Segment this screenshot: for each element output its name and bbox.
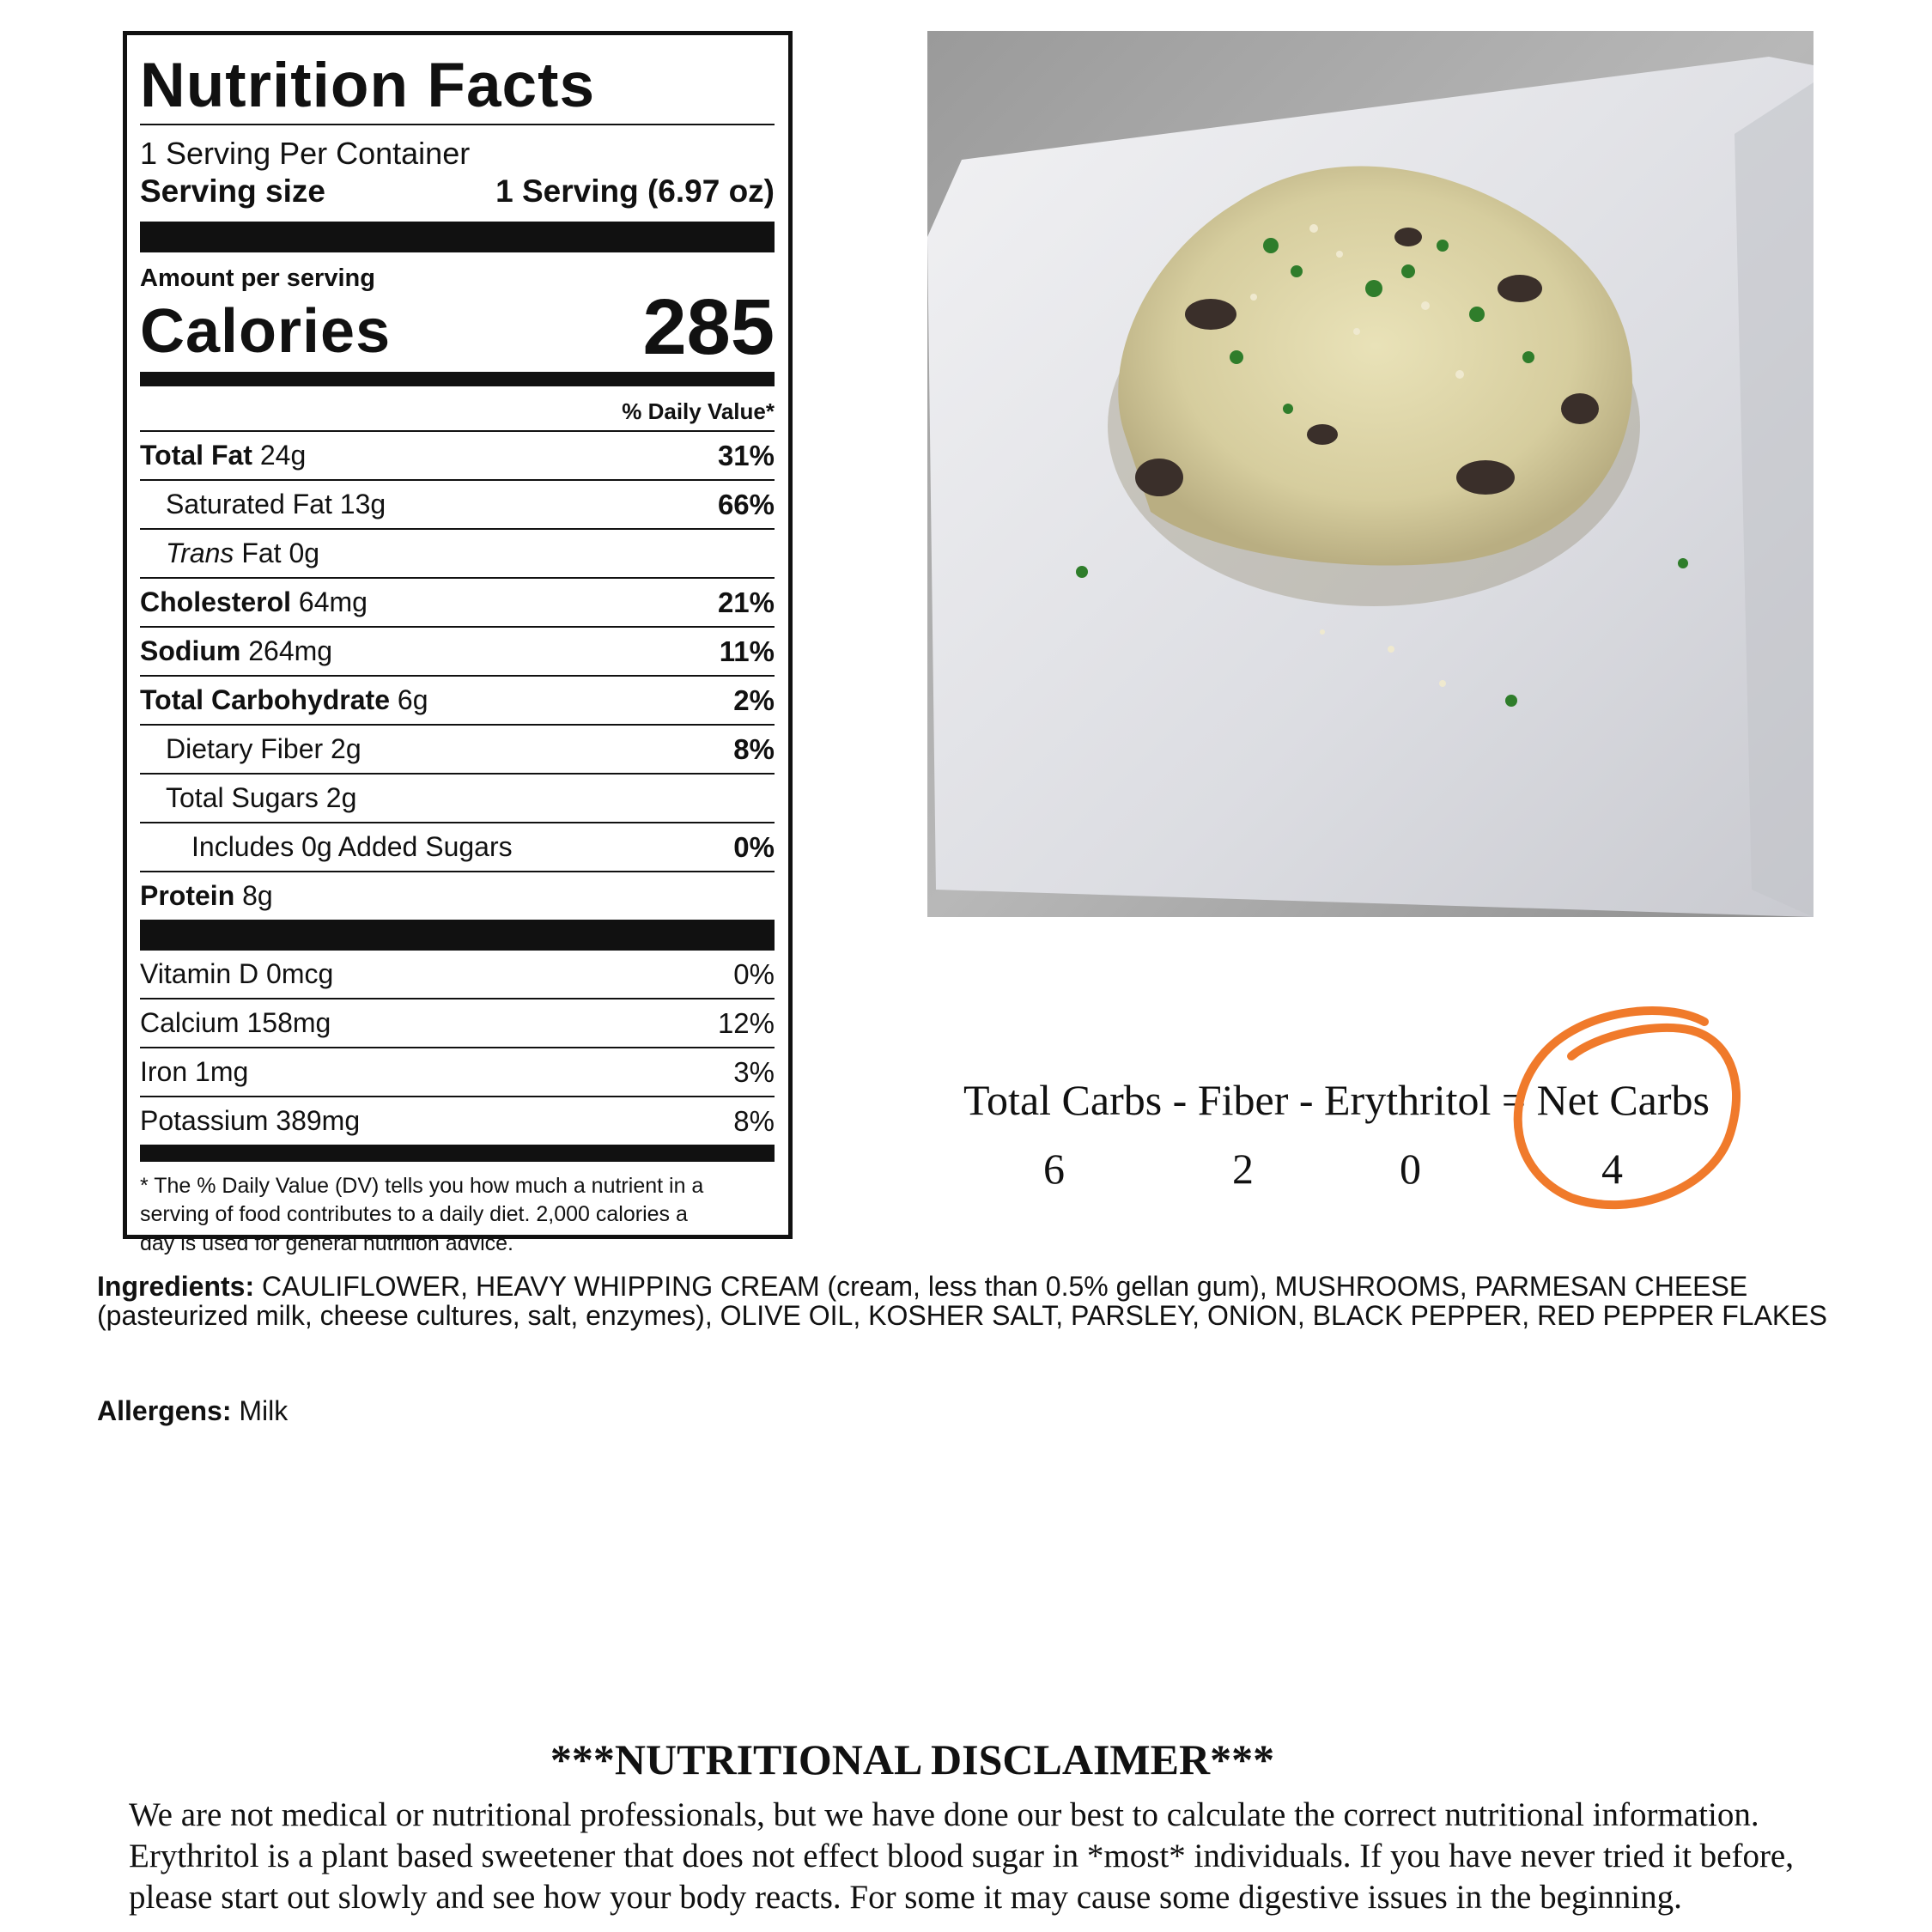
bottom-divider <box>140 1145 775 1162</box>
nutrient-row-protein <box>140 871 775 920</box>
nutrient-dv: 8% <box>733 1104 775 1137</box>
nutrient-name: Dietary Fiber 2g <box>166 733 361 764</box>
calories-label: Calories <box>140 297 392 366</box>
nutrient-dv: 12% <box>717 1006 775 1039</box>
amount-per-serving: Amount per serving <box>140 264 375 292</box>
nutrient-dv: 3% <box>733 1055 775 1088</box>
nutrient-name: Calcium 158mg <box>140 1007 331 1038</box>
ingredients-section <box>97 1273 1857 1330</box>
allergens-section <box>97 1395 288 1427</box>
nutrient-row-dietary-fiber <box>140 724 775 773</box>
nutrient-dv: 11% <box>719 635 775 667</box>
nutrient-dv: 21% <box>717 586 775 618</box>
nutrient-amount: 6g <box>397 684 428 715</box>
nutrient-dv: 8% <box>733 732 775 765</box>
nutrient-row-potassium <box>140 1096 775 1145</box>
nutrient-row-vitamin-d <box>140 951 775 998</box>
nutrient-row-saturated-fat <box>140 479 775 528</box>
medium-divider <box>140 372 775 386</box>
footnote-line: day is used for general nutrition advice. <box>140 1230 513 1255</box>
footnote-line: serving of food contributes to a daily diet. 2,000 calories a <box>140 1202 688 1227</box>
nutrient-name: Saturated Fat 13g <box>166 489 386 519</box>
nutrient-dv: 2% <box>733 683 775 716</box>
equation-text: Total Carbs - Fiber - Erythritol = Net Carbs <box>963 1076 1710 1124</box>
erythritol-value: 0 <box>1400 1145 1421 1193</box>
allergens-label: Allergens: <box>97 1395 232 1426</box>
net-carbs-value: 4 <box>1601 1145 1623 1193</box>
nutrient-row-added-sugars <box>140 822 775 871</box>
calories-row <box>140 283 775 371</box>
calories-value: 285 <box>642 283 775 371</box>
nutrient-amount: 24g <box>259 440 307 471</box>
nutrient-dv: 0% <box>733 830 775 863</box>
nutrition-facts-label <box>123 31 793 1255</box>
nutrient-name: Cholesterol <box>140 586 292 617</box>
nutrient-name: Total Fat <box>140 440 252 471</box>
disclaimer-body <box>129 1795 1846 1918</box>
nutrient-row-iron <box>140 1047 775 1096</box>
label-title: Nutrition Facts <box>140 51 596 120</box>
nutrient-row-cholesterol <box>140 577 775 626</box>
serving-size-row <box>140 173 775 210</box>
nutrient-dv: 66% <box>717 488 775 520</box>
nutrient-name: Fat 0g <box>241 538 320 568</box>
nutrient-row-total-sugars <box>140 773 775 822</box>
fiber-value: 2 <box>1232 1145 1254 1193</box>
nutrient-row-total-carbohydrate <box>140 675 775 724</box>
servings-per-container: 1 Serving Per Container <box>140 136 471 171</box>
ingredients-label: Ingredients: <box>97 1271 255 1302</box>
nutrient-name: Iron 1mg <box>140 1056 249 1087</box>
allergens-text: Milk <box>239 1395 289 1426</box>
serving-size-label: Serving size <box>140 173 325 209</box>
thick-divider <box>140 920 775 951</box>
nutrient-name: Vitamin D 0mcg <box>140 958 334 989</box>
nutrient-dv: 0% <box>733 957 775 990</box>
nutrient-name: Sodium <box>140 635 241 666</box>
disclaimer-line: Erythritol is a plant based sweetener that does not effect blood sugar in *most* individuals. If you have never tried it before, <box>129 1838 1794 1874</box>
nutrient-row-total-fat <box>140 430 775 479</box>
daily-value-footnote <box>140 1172 775 1258</box>
nutrient-name: Potassium 389mg <box>140 1105 361 1136</box>
nutrient-amount: 64mg <box>298 586 368 617</box>
nutrient-amount: 8g <box>242 880 273 911</box>
nutrient-row-trans-fat <box>140 528 775 577</box>
nutrient-name: Total Carbohydrate <box>140 684 390 715</box>
serving-size-value: 1 Serving (6.97 oz) <box>495 173 775 209</box>
nutrient-dv: 31% <box>717 439 775 471</box>
daily-value-header: % Daily Value* <box>622 398 775 424</box>
nutrient-amount: 264mg <box>248 635 333 666</box>
nutrient-row-sodium <box>140 626 775 675</box>
ingredients-text: CAULIFLOWER, HEAVY WHIPPING CREAM (cream, less than 0.5% gellan gum), MUSHROOMS, PARMESAN CHEESE (pasteurized milk, cheese cultures, salt, enzymes), OLIVE OIL, KOSHER SALT, PARSLEY, ONION, BLACK PEPPER, RED PEPPER FLAKES <box>97 1271 1827 1331</box>
nutrient-name: Includes 0g Added Sugars <box>191 831 513 862</box>
disclaimer-line: We are not medical or nutritional professionals, but we have done our best to calculate the correct nutritional information. <box>129 1796 1759 1833</box>
food-photo <box>927 31 1814 917</box>
nutrient-row-calcium <box>140 998 775 1047</box>
disclaimer-line: please start out slowly and see how your body reacts. For some it may cause some digestive issues in the beginning. <box>129 1879 1682 1916</box>
footnote-line: * The % Daily Value (DV) tells you how much a nutrient in a <box>140 1174 704 1198</box>
total-carbs-value: 6 <box>1043 1145 1065 1193</box>
divider <box>140 124 775 125</box>
nutrient-name-italic: Trans <box>166 538 234 568</box>
net-carbs-highlight-circle <box>1494 1005 1752 1211</box>
nutrient-name: Total Sugars 2g <box>166 782 357 813</box>
disclaimer-title: ***NUTRITIONAL DISCLAIMER*** <box>550 1735 1275 1783</box>
thick-divider <box>140 222 775 252</box>
nutrient-name: Protein <box>140 880 235 911</box>
